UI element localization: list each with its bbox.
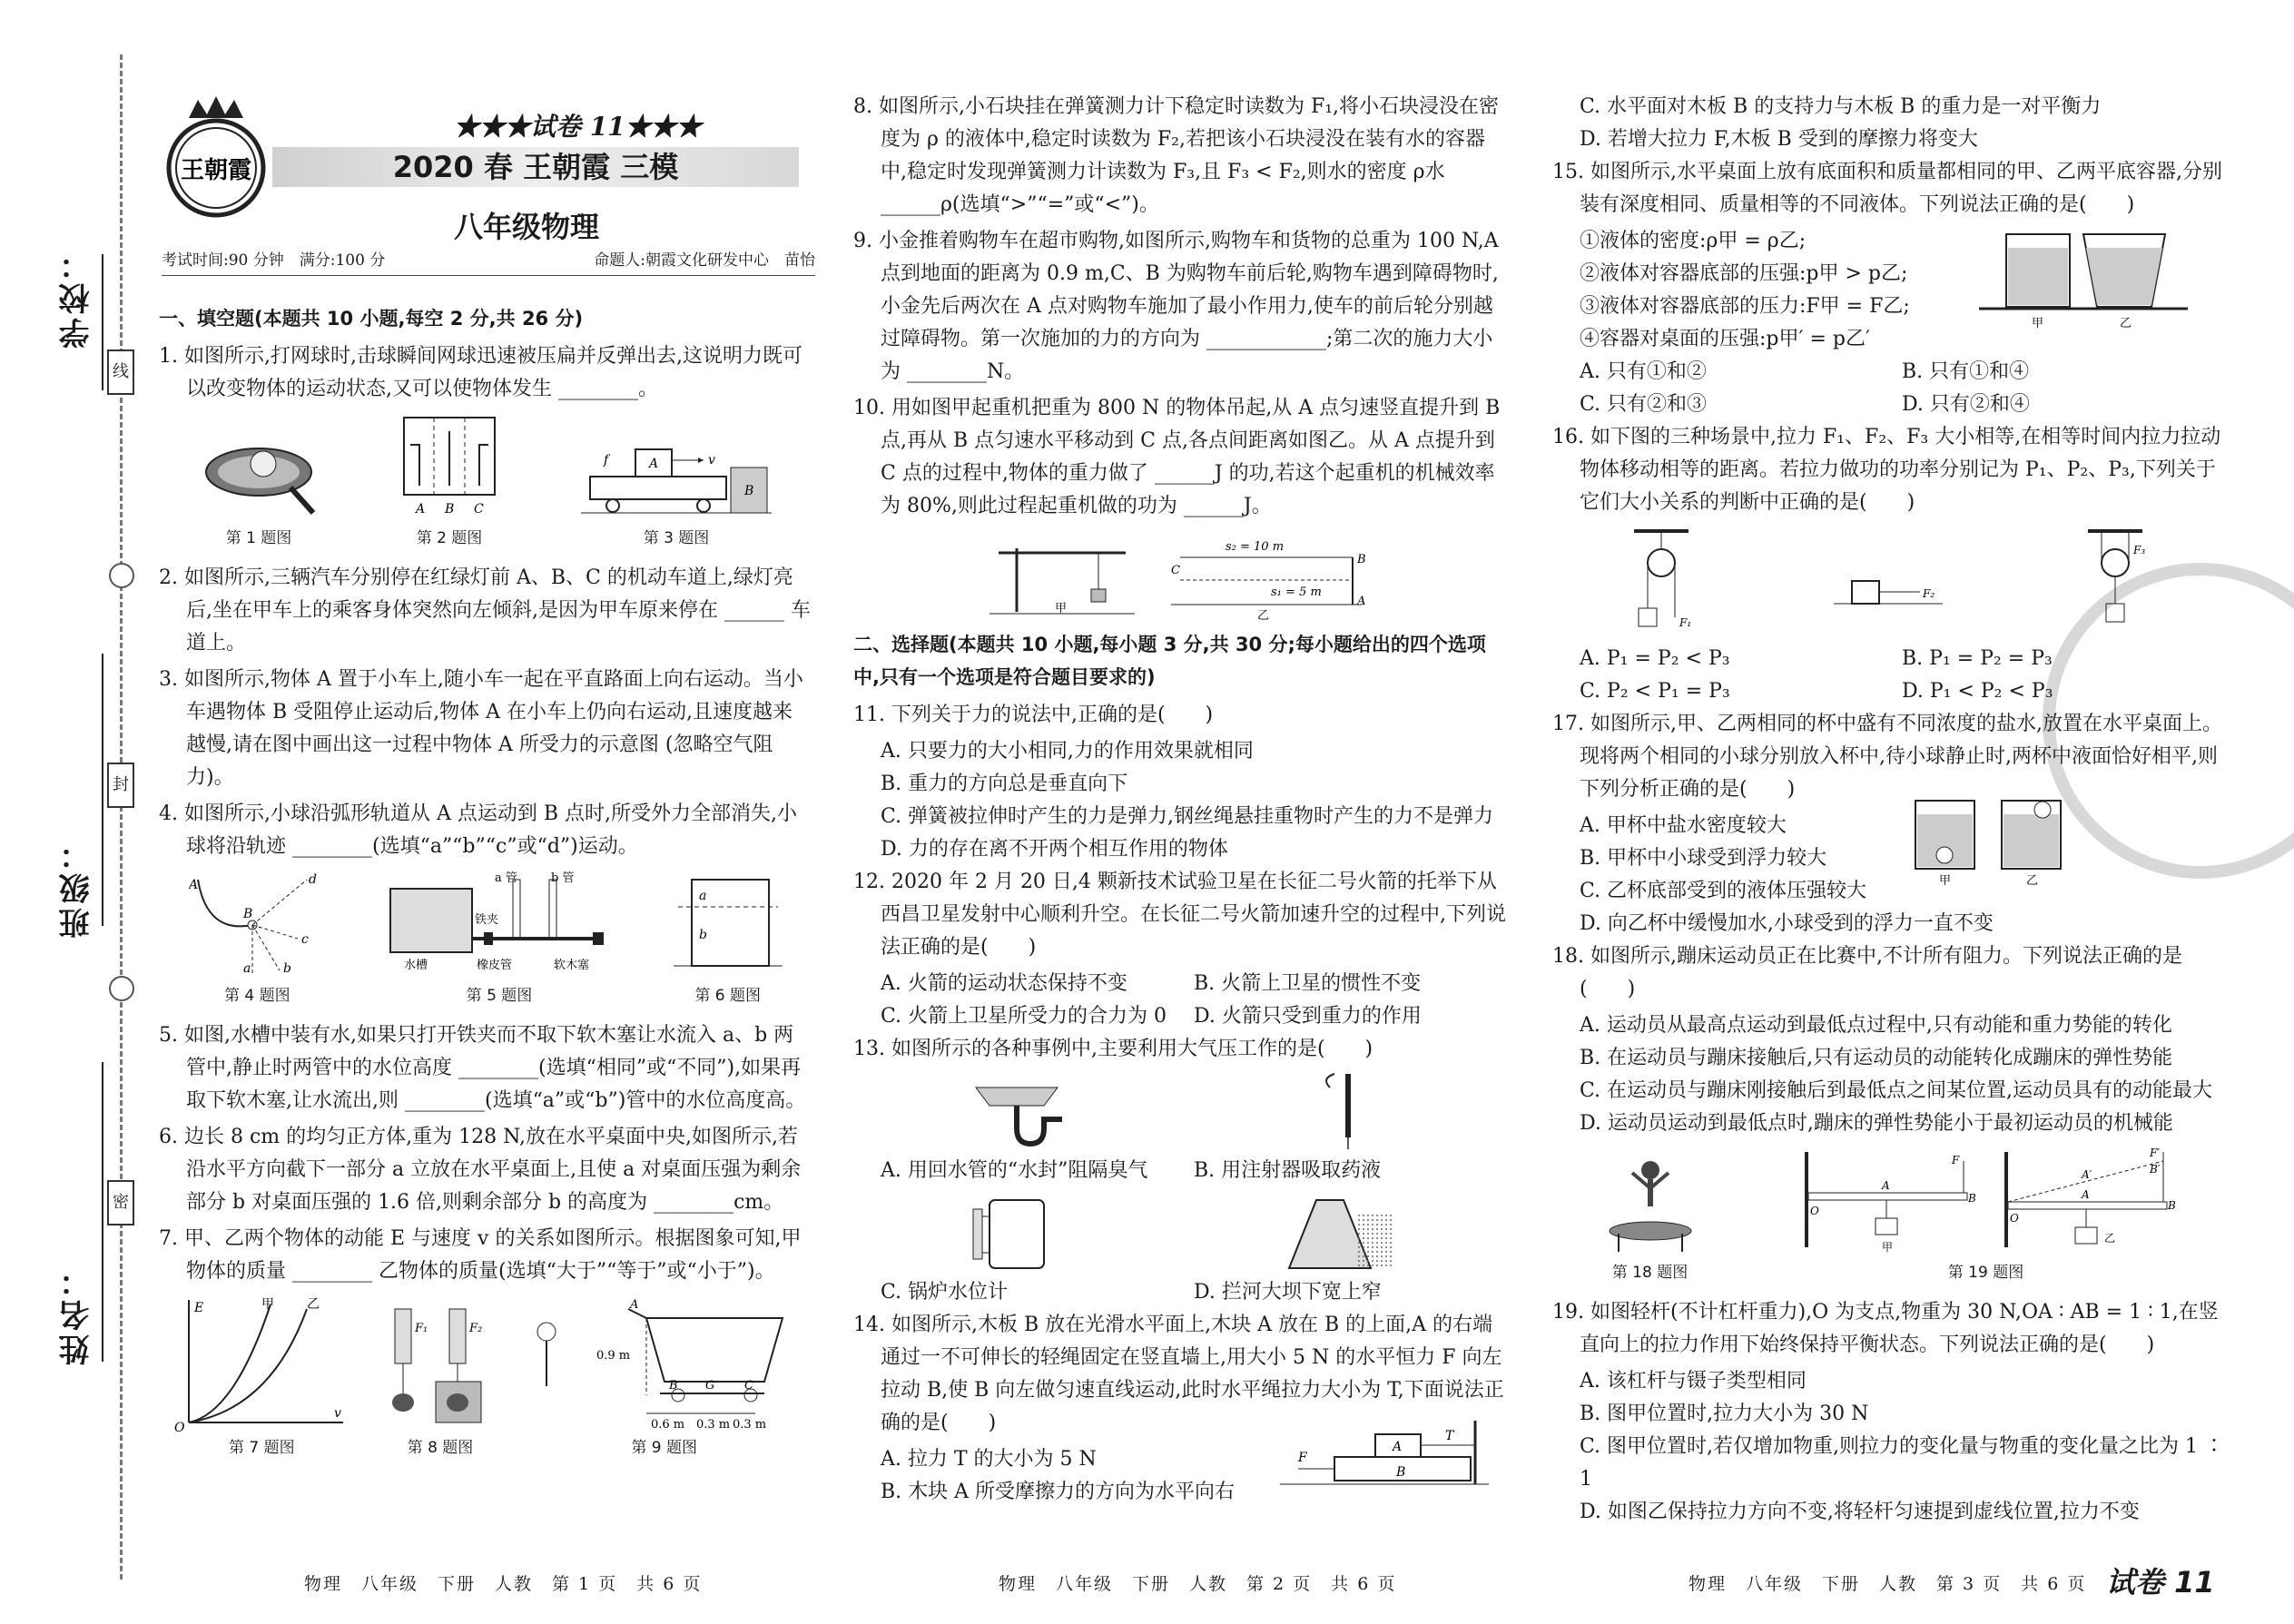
column-1 (159, 295, 812, 1471)
caption-fig7: 第 7 题图 (229, 1439, 295, 1457)
seal-char-xian: 线 (107, 349, 134, 395)
question-13: 13. 如图所示的各种事例中,主要利用大气压工作的是( ) (853, 1038, 1373, 1060)
exam-author: 命题人:朝霞文化研发中心 苗怡 (594, 251, 815, 270)
trampoline-icon (1600, 1156, 1700, 1256)
caption-fig6: 第 6 题图 (694, 987, 761, 1005)
question-7: 7. 甲、乙两个物体的动能 E 与速度 v 的关系如图所示。根据图象可知,甲物体的质量 ________ 乙物体的质量(选填“大于”“等于”或“小于”)。 (159, 1227, 802, 1283)
q15-option-d: D. 只有②和④ (1902, 393, 2030, 416)
svg-text:d: d (309, 872, 318, 887)
svg-text:0.9 m: 0.9 m (596, 1349, 630, 1363)
crane-diagram (989, 539, 1135, 621)
q15-item-1: ①液体的密度:ρ甲 = ρ乙; (1580, 230, 1807, 252)
caption-fig3: 第 3 题图 (643, 529, 710, 547)
question-18: 18. 如图所示,蹦床运动员正在比赛中,不计所有阻力。下列说法正确的是( ) (1552, 945, 2182, 1000)
svg-text:乙: 乙 (2103, 1232, 2115, 1245)
q16-options-row2 (1552, 675, 2224, 708)
question-14: 14. 如图所示,木板 B 放在光滑水平面上,木块 A 放在 B 的上面,A 的右端通过一不可伸长的轻绳固定在竖直墙上,用大小 5 N 的水平恒力 F 向左拉动 B,使 B 向左做匀速直线运动,此时水平绳拉力大小为 T,下面说法正确的是( ) (853, 1314, 1504, 1434)
svg-text:甲: 甲 (2032, 317, 2044, 330)
caption-fig18: 第 18 题图 (1611, 1264, 1689, 1282)
figures-13-ab (853, 1069, 1507, 1151)
svg-text:甲: 甲 (1939, 874, 1952, 888)
svg-text:c: c (301, 932, 310, 947)
svg-text:s₂ = 10 m: s₂ = 10 m (1226, 540, 1285, 554)
question-1: 1. 如图所示,打网球时,击球瞬间网球迅速被压扁并反弹出去,这说明力既可以改变物体的运动状态,又可以使物体发生 ________。 (159, 345, 802, 400)
name-line (102, 1062, 103, 1362)
svg-text:f: f (604, 453, 609, 468)
svg-text:v: v (708, 453, 715, 468)
page-footer-2: 物理 八年级 下册 人教 第 2 页 共 6 页 (999, 1574, 1397, 1594)
dam-icon (1280, 1191, 1398, 1273)
svg-text:A: A (629, 1298, 639, 1312)
question-9: 9. 小金推着购物车在超市购物,如图所示,购物车和货物的总重为 100 N,A 点到地面的距离为 0.9 m,C、B 为购物车前后轮,购物车遇到障碍物时,小金先后两次在 A 点对购物车施加了最小作用力,使车的前后轮分别越过障碍物。第一次施加的力的方向为 ____________;第二次的施力大小为 ________N。 (853, 230, 1499, 383)
svg-text:b: b (283, 961, 292, 976)
svg-text:F: F (1298, 1451, 1307, 1465)
logo-emblem-icon (162, 91, 271, 227)
q17-option-a: A. 甲杯中盐水密度较大 (1580, 814, 1787, 837)
svg-text:甲: 甲 (261, 1297, 275, 1312)
q19-option-d: D. 如图乙保持拉力方向不变,将轻杆匀速提到虚线位置,拉力不变 (1580, 1501, 2140, 1523)
q12-option-a: A. 火箭的运动状态保持不变 (881, 972, 1127, 995)
svg-text:A: A (189, 878, 199, 892)
figures-18-19 (1552, 1147, 2224, 1289)
svg-text:F: F (1951, 1154, 1959, 1166)
svg-text:O: O (1809, 1205, 1819, 1217)
svg-text:a 管: a 管 (494, 871, 517, 885)
movable-pulley-icon (2070, 527, 2161, 635)
svg-text:水槽: 水槽 (403, 959, 428, 972)
binding-label-school: 学校： (59, 245, 95, 349)
q16-option-c: C. P₂ < P₁ = P₃ (1580, 680, 1730, 703)
svg-text:G: G (704, 1379, 715, 1393)
cart-block-diagram (581, 431, 772, 522)
svg-text:乙: 乙 (307, 1297, 320, 1312)
svg-text:F₁: F₁ (414, 1322, 428, 1335)
svg-text:F₂: F₂ (1923, 587, 1935, 600)
question-8: 8. 如图所示,小石块挂在弹簧测力计下稳定时读数为 F₁,将小石块浸没在密度为 ρ 的液体中,稳定时读数为 F₂,若把该小石块浸没在装有水的容器中,稳定时发现弹簧测力计读数为 F₃,且 F₃ < F₂,则水的密度 ρ水 ______ρ(选填“>”“=”或“<”)。 (853, 95, 1500, 216)
q18-option-c: C. 在运动员与蹦床刚接触后到最低点之间某位置,运动员具有的动能最大 (1580, 1079, 2213, 1102)
page-footer-1: 物理 八年级 下册 人教 第 1 页 共 6 页 (304, 1574, 703, 1594)
svg-text:s₁ = 5 m: s₁ = 5 m (1271, 586, 1322, 599)
q12-options-row1 (853, 968, 1507, 1000)
svg-text:a: a (243, 961, 251, 976)
svg-text:软木塞: 软木塞 (553, 959, 589, 972)
svg-text:F₂: F₂ (468, 1322, 483, 1335)
q18-option-a: A. 运动员从最高点运动到最低点过程中,只有动能和重力势能的转化 (1580, 1014, 2172, 1037)
svg-text:a: a (698, 889, 706, 903)
svg-text:O: O (2009, 1212, 2019, 1225)
question-12: 12. 2020 年 2 月 20 日,4 颗新技术试验卫星在长征二号火箭的托举下从西昌卫星发射中心顺利升空。在长征二号火箭加速升空的过程中,下列说法正确的是( ) (853, 871, 1506, 959)
svg-text:乙: 乙 (2026, 874, 2039, 888)
figure-10 (853, 530, 1507, 621)
seal-circle (109, 563, 134, 588)
svg-text:B: B (1357, 553, 1366, 566)
q12-options-row2 (853, 1000, 1507, 1033)
seal-char-feng: 封 (107, 763, 134, 808)
figures-4-6 (159, 871, 812, 1012)
exam-number: ★★★试卷 11★★★ (454, 112, 702, 142)
caption-fig4: 第 4 题图 (224, 987, 290, 1005)
q13-option-a: A. 用回水管的“水封”阻隔臭气 (881, 1159, 1148, 1182)
caption-fig2: 第 2 题图 (416, 529, 483, 547)
q19-option-a: A. 该杠杆与镊子类型相同 (1580, 1370, 1807, 1393)
svg-text:乙: 乙 (2120, 317, 2132, 330)
q17-option-b: B. 甲杯中小球受到浮力较大 (1580, 847, 1827, 870)
q19-option-b: B. 图甲位置时,拉力大小为 30 N (1580, 1403, 1869, 1425)
svg-text:甲: 甲 (1881, 1241, 1893, 1254)
caption-fig5: 第 5 题图 (466, 987, 533, 1005)
question-4: 4. 如图所示,小球沿弧形轨道从 A 点运动到 B 点时,所受外力全部消失,小球将沿轨迹 ________(选填“a”“b”“c”或“d”)运动。 (159, 802, 797, 858)
board-block-diagram (1280, 1416, 1489, 1507)
svg-text:C: C (743, 1379, 753, 1393)
svg-text:F₁: F₁ (1679, 616, 1692, 629)
sink-trap-icon (967, 1078, 1067, 1151)
svg-text:C: C (1171, 564, 1180, 577)
svg-text:b: b (698, 928, 707, 942)
figures-13-cd (853, 1191, 1507, 1273)
question-10: 10. 用如图甲起重机把重为 800 N 的物体吊起,从 A 点匀速竖直提升到 B 点,再从 B 点匀速水平移动到 C 点,各点间距离如图乙。从 A 点提升到 C 点的过程中,物体的重力做了 ______J 的功,若这个起重机的机械效率为 80%,则此过程起重机做的功为 ______J。 (853, 397, 1501, 517)
q11-option-c: C. 弹簧被拉伸时产生的力是弹力,钢丝绳悬挂重物时产生的力不是弹力 (881, 805, 1494, 828)
seal-circle (109, 976, 134, 1001)
question-17: 17. 如图所示,甲、乙两相同的杯中盛有不同浓度的盐水,放置在水平桌面上。现将两个相同的小球分别放入杯中,待小球静止时,两杯中液面恰好相平,则下列分析正确的是( ) (1552, 713, 2222, 801)
svg-text:A: A (416, 502, 426, 517)
q17-option-c: C. 乙杯底部受到的液体压强较大 (1580, 880, 1867, 902)
q14-option-d: D. 若增大拉力 F,木板 B 受到的摩擦力将变大 (1580, 128, 1978, 151)
q19-option-c: C. 图甲位置时,若仅增加物重,则拉力的变化量与物重的变化量之比为 1 ∶ 1 (1580, 1435, 2225, 1491)
svg-text:乙: 乙 (1257, 609, 1270, 621)
question-6: 6. 边长 8 cm 的均匀正方体,重为 128 N,放在水平桌面中央,如图所示,若沿水平方向截下一部分 a 立放在水平桌面上,且使 a 对桌面压强为剩余部分 b 对桌面压强的 1.6 倍,则剩余部分 b 的高度为 ________cm。 (159, 1126, 802, 1214)
column-3 (1552, 91, 2224, 1529)
svg-text:b 管: b 管 (550, 871, 575, 885)
q15-option-c: C. 只有②和③ (1580, 393, 1708, 416)
q16-option-b: B. P₁ = P₂ = P₃ (1902, 647, 2053, 670)
q13-options-row1 (853, 1155, 1507, 1187)
boiler-gauge-icon (962, 1191, 1062, 1273)
lever-tilted-diagram (1995, 1147, 2177, 1256)
class-line (102, 654, 103, 926)
q16-option-d: D. P₁ < P₂ < P₃ (1902, 680, 2053, 703)
lever-horizontal-diagram (1796, 1147, 1977, 1256)
q15-option-b: B. 只有①和④ (1902, 360, 2030, 383)
two-containers-diagram (1979, 225, 2188, 334)
traffic-lanes-diagram (399, 413, 499, 522)
seal-char-mi: 密 (107, 1180, 134, 1225)
exam-tag: 试卷 11 (2106, 1565, 2215, 1599)
binding-label-class: 班级： (59, 835, 95, 939)
spring-scale-diagram (377, 1295, 504, 1432)
svg-text:A: A (1393, 1440, 1403, 1454)
svg-text:v: v (334, 1406, 342, 1421)
two-cups-ball-diagram (1906, 782, 2079, 891)
school-line (102, 254, 103, 390)
q11-option-b: B. 重力的方向总是垂直向下 (881, 773, 1128, 795)
q15-item-4: ④容器对桌面的压强:p甲′ = p乙′ (1580, 328, 1870, 350)
fixed-pulley-icon (1616, 527, 1707, 635)
svg-text:0.3 m: 0.3 m (732, 1418, 766, 1432)
binding-dash-line (120, 54, 123, 1580)
svg-text:O: O (174, 1421, 185, 1432)
q16-options-row1 (1552, 643, 2224, 675)
caption-fig19: 第 19 题图 (1947, 1264, 2024, 1282)
q13-option-c: C. 锅炉水位计 (881, 1281, 1009, 1304)
q14-block (853, 1429, 1507, 1509)
svg-text:F₃: F₃ (2133, 544, 2146, 556)
svg-text:B: B (445, 502, 455, 517)
horizontal-pull-icon (1834, 527, 1943, 635)
q16-option-a: A. P₁ = P₂ < P₃ (1580, 647, 1730, 670)
q12-option-c: C. 火箭上卫星所受力的合力为 0 (881, 1005, 1167, 1028)
question-19: 19. 如图轻杆(不计杠杆重力),O 为支点,物重为 30 N,OA ∶ AB = 1 ∶ 1,在竖直向上的拉力作用下始终保持平衡状态。下列说法正确的是( ) (1552, 1301, 2219, 1356)
section-choice-title: 二、选择题(本题共 10 小题,每小题 3 分,共 30 分;每小题给出的四个选项中,只有一个选项是符合题目要求的) (853, 634, 1486, 688)
q15-options-row1 (1552, 356, 2224, 389)
svg-text:橡皮管: 橡皮管 (476, 959, 512, 972)
q18-option-b: B. 在运动员与蹦床接触后,只有运动员的动能转化成蹦床的弹性势能 (1580, 1047, 2173, 1069)
exam-time-score: 考试时间:90 分钟 满分:100 分 (162, 251, 386, 270)
question-11: 11. 下列关于力的说法中,正确的是( ) (853, 704, 1214, 726)
section-fill-title: 一、填空题(本题共 10 小题,每空 2 分,共 26 分) (159, 308, 584, 330)
svg-text:0.3 m: 0.3 m (695, 1418, 730, 1432)
svg-text:T: T (1445, 1429, 1454, 1443)
cube-diagram (674, 871, 783, 979)
banner-title: 2020 春 王朝霞 三模 (272, 147, 799, 187)
q14-option-b: B. 木块 A 所受摩擦力的方向为水平向右 (881, 1481, 1236, 1503)
q11-option-a: A. 只要力的大小相同,力的作用效果就相同 (881, 740, 1254, 763)
svg-text:A′: A′ (2081, 1168, 2092, 1181)
subject-title: 八年级物理 (454, 210, 600, 244)
svg-text:B: B (744, 484, 754, 498)
binding-label-name: 姓名： (59, 1262, 95, 1365)
q13-options-row2 (853, 1276, 1507, 1309)
q14-option-c: C. 水平面对木板 B 的支持力与木板 B 的重力是一对平衡力 (1580, 95, 2102, 118)
svg-text:F′: F′ (2149, 1147, 2160, 1159)
q14-option-a: A. 拉力 T 的大小为 5 N (881, 1448, 1097, 1471)
svg-text:0.6 m: 0.6 m (650, 1418, 684, 1432)
arc-track-diagram (189, 871, 325, 979)
q13-option-b: B. 用注射器吸取药液 (1194, 1159, 1382, 1182)
q12-option-d: D. 火箭只受到重力的作用 (1194, 1005, 1422, 1028)
svg-text:甲: 甲 (1055, 602, 1068, 615)
svg-text:B: B (243, 907, 253, 921)
q12-option-b: B. 火箭上卫星的惯性不变 (1194, 972, 1422, 995)
exam-meta (162, 247, 815, 276)
shopping-cart-diagram (528, 1295, 801, 1432)
water-tank-diagram (386, 871, 613, 979)
figures-1-3 (159, 413, 812, 555)
question-5: 5. 如图,水槽中装有水,如果只打开铁夹而不取下软木塞让水流入 a、b 两管中,静止时两管中的水位高度 ________(选填“相同”或“不同”),如果再取下软木塞,让水流出,则 ________(选填“a”或“b”)管中的水位高度高。 (159, 1024, 806, 1112)
figures-7-9 (159, 1295, 812, 1464)
q15-item-2: ②液体对容器底部的压强:p甲 > p乙; (1580, 262, 1908, 285)
q18-option-d: D. 运动员运动到最低点时,蹦床的弹性势能小于最初运动员的机械能 (1580, 1112, 2173, 1135)
svg-text:铁夹: 铁夹 (474, 913, 498, 927)
svg-text:C: C (474, 502, 484, 517)
svg-text:A: A (1881, 1179, 1890, 1192)
question-16: 16. 如下图的三种场景中,拉力 F₁、F₂、F₃ 大小相等,在相等时间内拉力拉动物体移动相等的距离。若拉力做功的功率分别记为 P₁、P₂、P₃,下列关于它们大小关系的判断中正确的是( ) (1552, 426, 2221, 514)
svg-text:A: A (649, 457, 659, 471)
svg-text:B: B (1396, 1465, 1406, 1480)
figure-16 (1552, 527, 2224, 635)
svg-text:B: B (2167, 1199, 2176, 1212)
q17-option-d: D. 向乙杯中缓慢加水,小球受到的浮力一直不变 (1580, 912, 1994, 935)
caption-fig8: 第 8 题图 (407, 1439, 474, 1457)
question-2: 2. 如图所示,三辆汽车分别停在红绿灯前 A、B、C 的机动车道上,绿灯亮后,坐在甲车上的乘客身体突然向左倾斜,是因为甲车原来停在 ______ 车道上。 (159, 566, 811, 655)
page-footer-3: 物理 八年级 下册 人教 第 3 页 共 6 页 (1689, 1574, 2087, 1594)
q13-option-d: D. 拦河大坝下宽上窄 (1194, 1281, 1382, 1304)
svg-text:B′: B′ (2149, 1163, 2161, 1176)
svg-text:B: B (668, 1379, 678, 1393)
q11-option-d: D. 力的存在离不开两个相互作用的物体 (881, 838, 1228, 861)
caption-fig9: 第 9 题图 (631, 1439, 697, 1457)
syringe-icon (1294, 1069, 1393, 1151)
svg-text:E: E (194, 1301, 204, 1315)
q15-option-a: A. 只有①和② (1580, 360, 1707, 383)
svg-text:A: A (2081, 1188, 2090, 1201)
path-diagram (1171, 530, 1371, 621)
column-2 (853, 91, 1507, 1509)
caption-fig1: 第 1 题图 (225, 529, 292, 547)
q15-item-3: ③液体对容器底部的压力:F甲 = F乙; (1580, 295, 1910, 318)
q15-block (1552, 225, 2224, 356)
svg-text:A: A (1357, 595, 1366, 608)
question-3: 3. 如图所示,物体 A 置于小车上,随小车一起在平直路面上向右运动。当小车遇物体 B 受阻停止运动后,物体 A 在小车上仍向右运动,且速度越来越慢,请在图中画出这一过程中物体 A 所受力的示意图 (忽略空气阻力)。 (159, 668, 803, 789)
logo-text: 王朝霞 (180, 157, 252, 184)
energy-velocity-graph (171, 1295, 352, 1432)
q17-block (1552, 810, 2224, 940)
q15-options-row2 (1552, 389, 2224, 421)
tennis-racket-icon (200, 431, 318, 522)
question-15: 15. 如图所示,水平桌面上放有底面积和质量都相同的甲、乙两平底容器,分别装有深度相同、质量相等的不同液体。下列说法正确的是( ) (1552, 161, 2222, 216)
svg-text:B: B (1967, 1192, 1976, 1205)
